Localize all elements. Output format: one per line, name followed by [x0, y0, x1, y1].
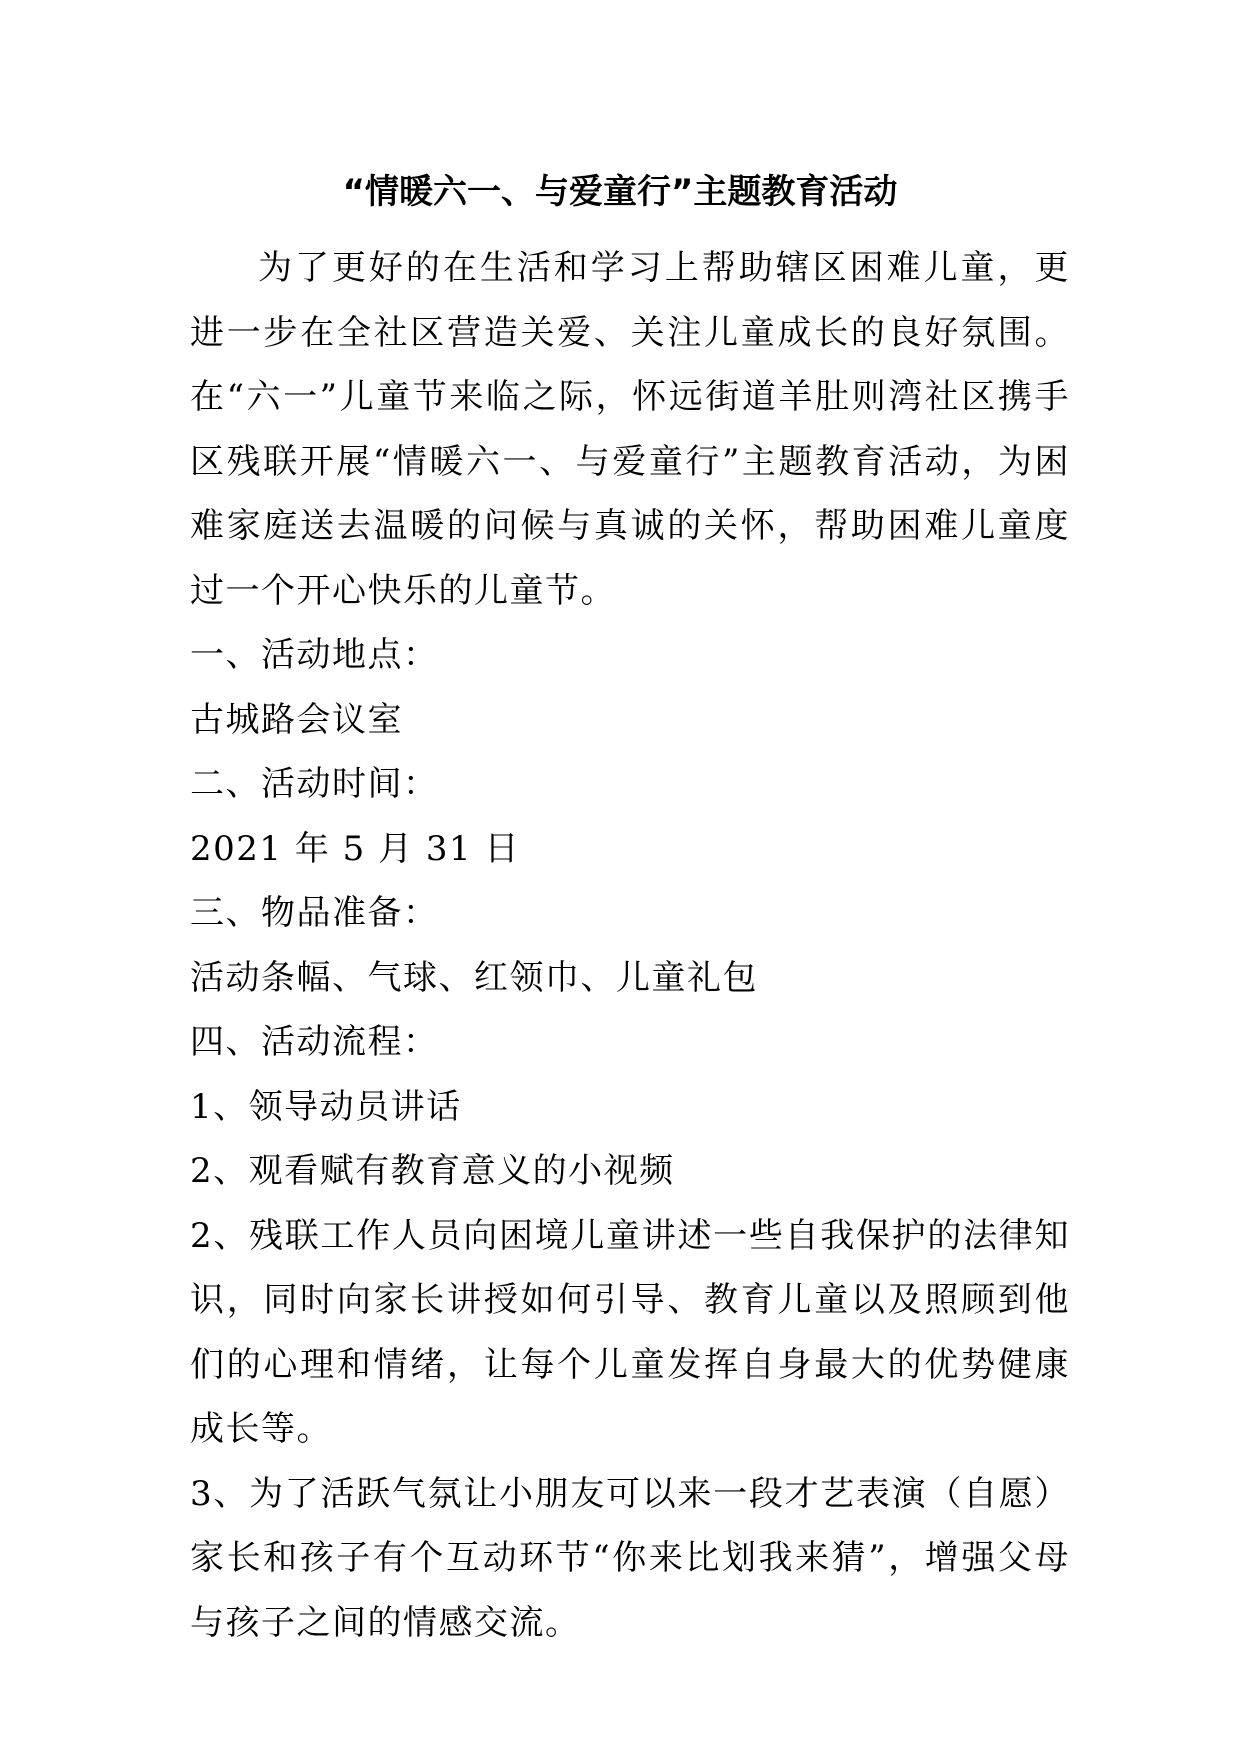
section-heading-location: 一、活动地点： [190, 635, 439, 675]
process-step-2: 2、观看赋有教育意义的小视频 [190, 1151, 675, 1191]
section-content-time: 2021 年 5 月 31 日 [190, 828, 520, 869]
section-content-location: 古城路会议室 [190, 699, 403, 740]
section-heading-time: 二、活动时间： [190, 764, 439, 804]
document-body [190, 236, 1070, 1655]
process-step-3: 2、残联工作人员向困境儿童讲述一些自我保护的法律知识，同时向家长讲授如何引导、教育儿童以及照顾到他们的心理和情绪，让每个儿童发挥自身最大的优势健康成长等。 [190, 1215, 1070, 1449]
section-heading-process: 四、活动流程： [190, 1022, 439, 1062]
process-step-4: 3、为了活跃气氛让小朋友可以来一段才艺表演（自愿）家长和孩子有个互动环节“你来比划我来猜”，增强父母与孩子之间的情感交流。 [190, 1473, 1070, 1643]
process-step-1: 1、领导动员讲话 [190, 1086, 462, 1127]
section-content-materials: 活动条幅、气球、红领巾、儿童礼包 [190, 957, 758, 998]
intro-paragraph: 为了更好的在生活和学习上帮助辖区困难儿童，更进一步在全社区营造关爱、关注儿童成长的良好氛围。 在“六一”儿童节来临之际，怀远街道羊肚则湾社区携手区残联开展“情暖六一、与爱童行”主题教育活动，为困难家庭送去温暖的问候与真诚的关怀，帮助困难儿童度过一个开心快乐的儿童节。 [190, 248, 1070, 611]
section-heading-materials: 三、物品准备： [190, 893, 439, 933]
document-title: “情暖六一、与爱童行”主题教育活动 [342, 172, 898, 212]
